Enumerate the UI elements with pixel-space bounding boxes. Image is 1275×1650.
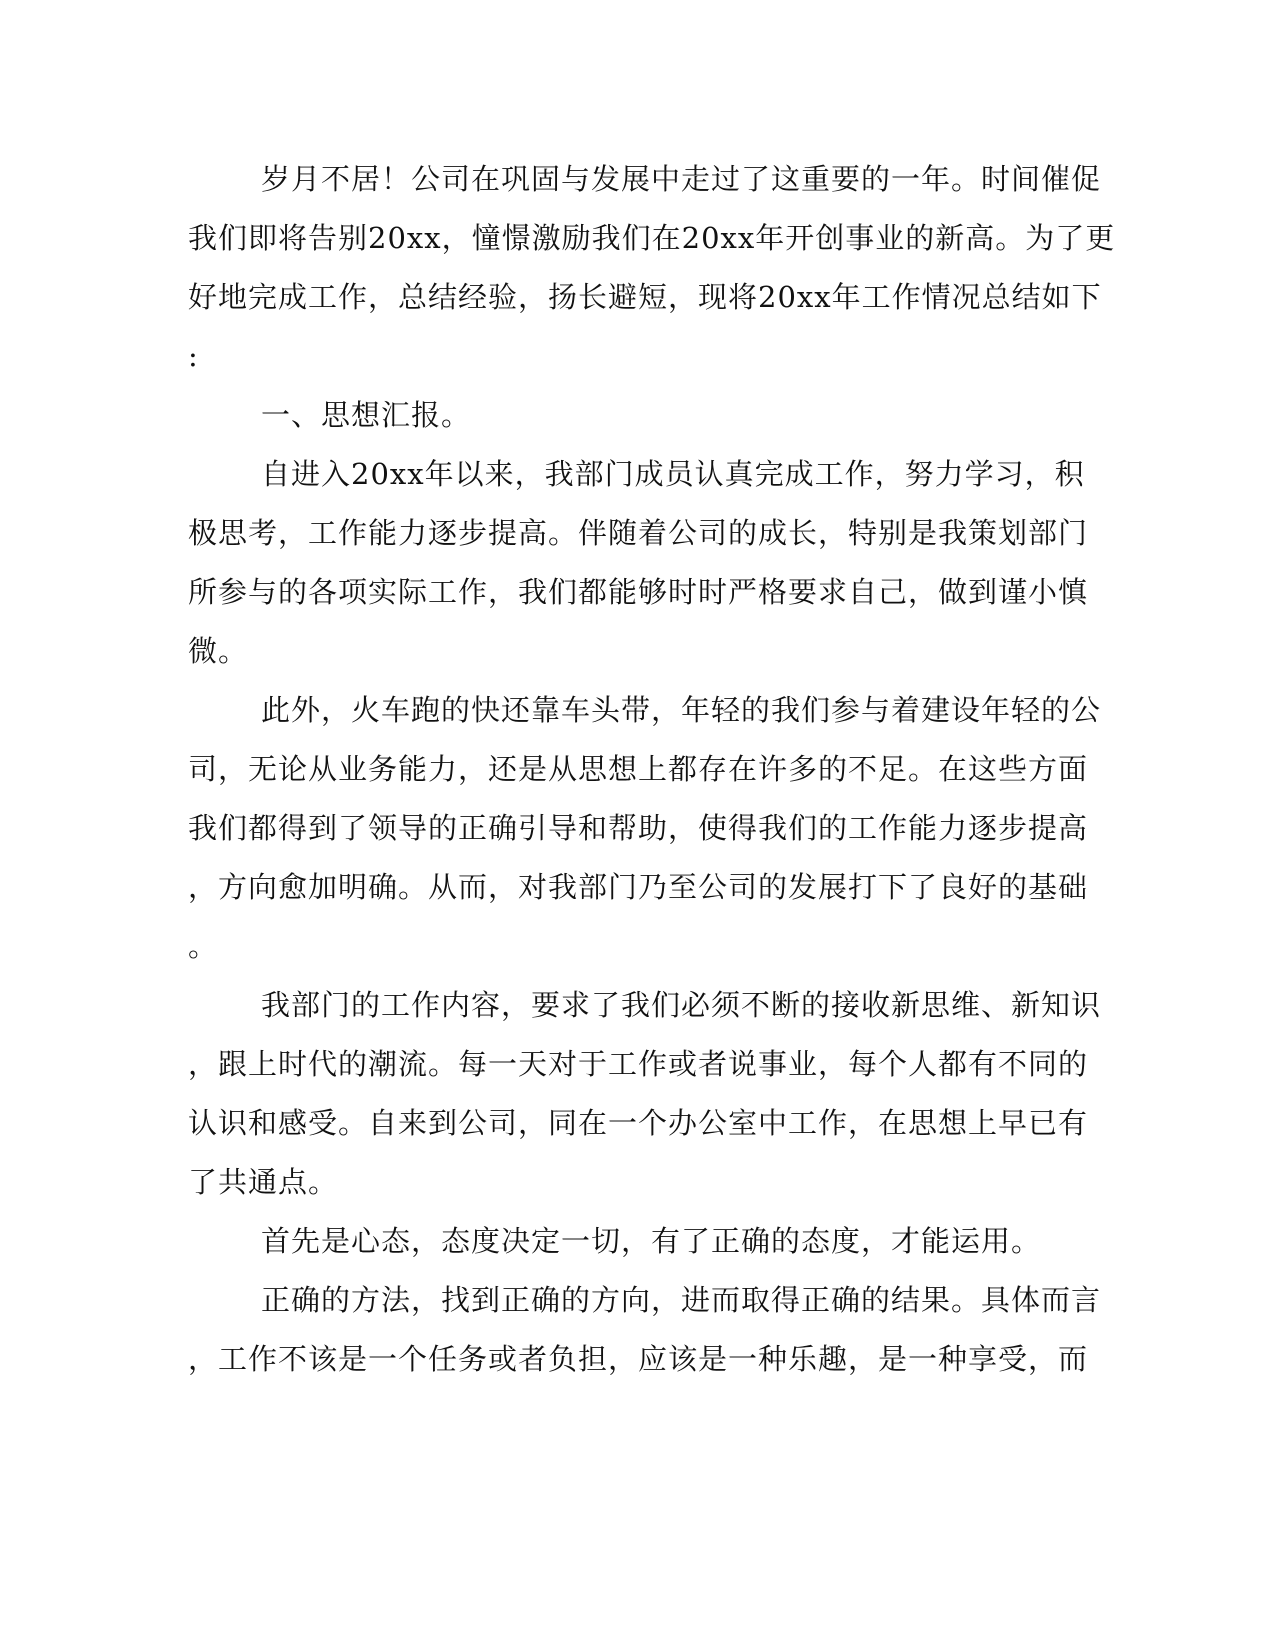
text-line: 司，无论从业务能力，还是从思想上都存在许多的不足。在这些方面 [188,752,1089,786]
text-line: ，工作不该是一个任务或者负担，应该是一种乐趣，是一种享受，而 [188,1342,1089,1376]
text-line: 我们都得到了领导的正确引导和帮助，使得我们的工作能力逐步提高 [188,811,1089,845]
text-line: 首先是心态，态度决定一切，有了正确的态度，才能运用。 [261,1224,1042,1258]
text-line: 极思考，工作能力逐步提高。伴随着公司的成长，特别是我策划部门 [188,516,1089,550]
section-heading: 一、思想汇报。 [261,398,472,432]
text-line: 岁月不居！公司在巩固与发展中走过了这重要的一年。时间催促 [261,162,1102,196]
text-line: 了共通点。 [188,1165,339,1199]
text-line: ，跟上时代的潮流。每一天对于工作或者说事业，每个人都有不同的 [188,1047,1089,1081]
text-line: 认识和感受。自来到公司，同在一个办公室中工作，在思想上早已有 [188,1106,1089,1140]
text-line: 此外，火车跑的快还靠车头带，年轻的我们参与着建设年轻的公 [261,693,1102,727]
text-line: 微。 [188,634,249,668]
text-line: 所参与的各项实际工作，我们都能够时时严格要求自己，做到谨小慎 [188,575,1089,609]
text-line: ，方向愈加明确。从而，对我部门乃至公司的发展打下了良好的基础 [188,870,1089,904]
text-line: 我们即将告别20xx，憧憬激励我们在20xx年开创事业的新高。为了更 [188,221,1116,255]
text-line: 我部门的工作内容，要求了我们必须不断的接收新思维、新知识 [261,988,1102,1022]
text-line: 。 [188,929,219,963]
text-line: 自进入20xx年以来，我部门成员认真完成工作，努力学习，积 [261,457,1085,491]
text-line: 好地完成工作，总结经验，扬长避短，现将20xx年工作情况总结如下 [188,280,1102,314]
text-line: : [188,339,199,373]
text-line: 正确的方法，找到正确的方向，进而取得正确的结果。具体而言 [261,1283,1102,1317]
